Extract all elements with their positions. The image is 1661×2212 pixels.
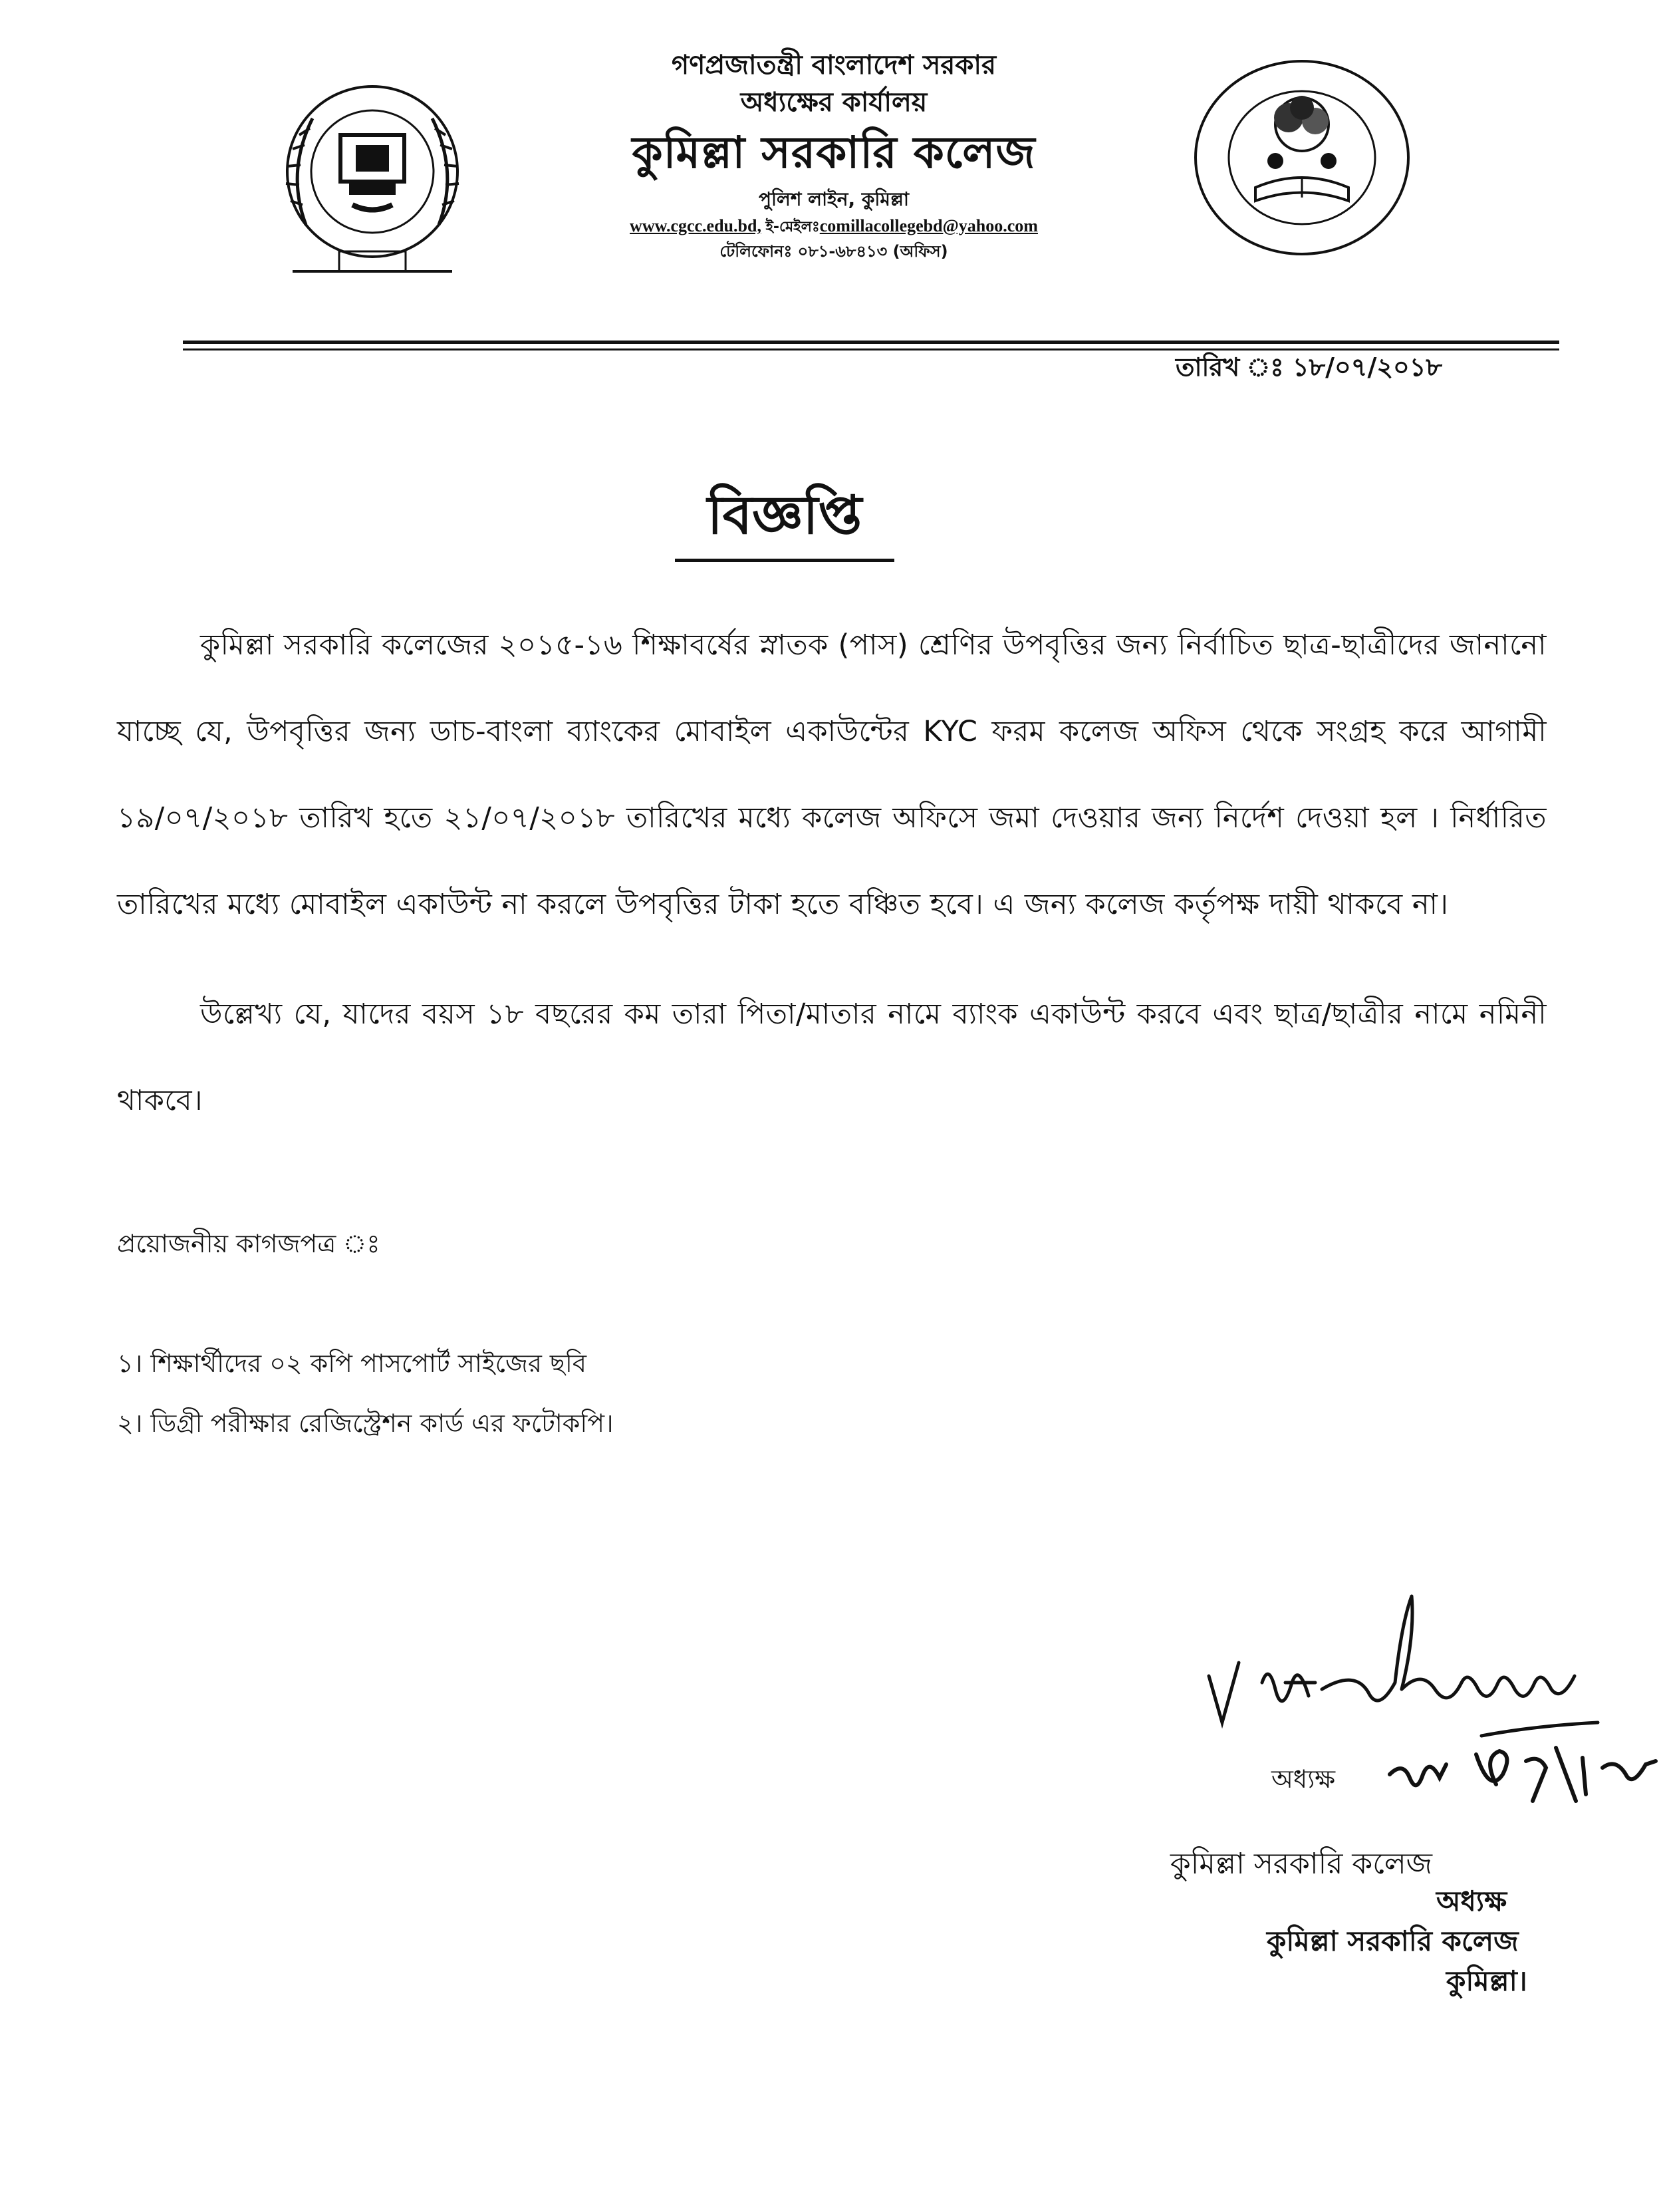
paragraph-2-text: উল্লেখ্য যে, যাদের বয়স ১৮ বছরের কম তারা পিতা/মাতার নামে ব্যাংক একাউন্ট করবে এবং ছাত্র/ছাত্রীর নামে নমিনী থাকবে। bbox=[117, 998, 1547, 1117]
contact-line bbox=[479, 214, 1189, 239]
notice-title: বিজ্ঞপ্তি bbox=[675, 479, 894, 562]
notice-paragraph-2 bbox=[117, 971, 1547, 1144]
requirements-list bbox=[117, 1333, 614, 1453]
college-name: কুমিল্লা সরকারি কলেজ bbox=[632, 127, 1036, 178]
stamp-city: কুমিল্লা। bbox=[1446, 1965, 1527, 1997]
college-emblem-icon bbox=[266, 72, 479, 285]
stamp-designation: অধ্যক্ষ bbox=[1436, 1885, 1507, 1917]
government-name: গণপ্রজাতন্ত্রী বাংলাদেশ সরকার bbox=[672, 50, 996, 80]
handwritten-date-icon bbox=[1383, 1728, 1661, 1814]
education-emblem-seal bbox=[1189, 55, 1415, 261]
paragraph-1-text: কুমিল্লা সরকারি কলেজের ২০১৫-১৬ শিক্ষাবর্ষের স্নাতক (পাস) শ্রেণির উপবৃত্তির জন্য নির্বাচিত ছাত্র-ছাত্রীদের জানানো যাচ্ছে যে, উপবৃত্তির জন্য ডাচ-বাংলা ব্যাংকের মোবাইল একাউন্টের KYC ফরম কলেজ অফিস থেকে সংগ্রহ করে আগামী ১৯/০৭/২০১৮ তারিখ হতে ২১/০৭/২০১৮ তারিখের মধ্যে কলেজ অফিসে জমা দেওয়ার জন্য নির্দেশ দেওয়া হল । নির্ধারিত তারিখের মধ্যে মোবাইল একাউন্ট না করলে উপবৃত্তির টাকা হতে বঞ্চিত হবে। এ জন্য কলেজ কর্তৃপক্ষ দায়ী থাকবে না। bbox=[117, 628, 1547, 921]
letterhead bbox=[479, 47, 1189, 263]
handwritten-date bbox=[1383, 1728, 1661, 1814]
requirements-title: প্রয়োজনীয় কাগজপত্র ঃ bbox=[117, 1229, 380, 1258]
principal-designation: অধ্যক্ষ bbox=[1271, 1764, 1336, 1794]
stamp-college: কুমিল্লা সরকারি কলেজ bbox=[1267, 1925, 1519, 1957]
date-value: ১৮/০৭/২০১৮ bbox=[1292, 352, 1443, 382]
education-emblem-icon bbox=[1189, 55, 1415, 261]
email-link[interactable]: comillacollegebd@yahoo.com bbox=[819, 216, 1038, 235]
website-link[interactable]: www.cgcc.edu.bd, bbox=[630, 216, 761, 235]
email-label: ই-মেইলঃ bbox=[765, 219, 820, 235]
signatory-college: কুমিল্লা সরকারি কলেজ bbox=[1170, 1847, 1433, 1881]
notice-date bbox=[1176, 347, 1442, 387]
header-divider bbox=[183, 341, 1559, 344]
phone-number: টেলিফোনঃ ০৮১-৬৮৪১৩ (অফিস) bbox=[719, 242, 948, 261]
date-label: তারিখ ঃ bbox=[1176, 352, 1284, 382]
college-emblem-seal bbox=[266, 72, 479, 285]
list-item: ২। ডিগ্রী পরীক্ষার রেজিস্ট্রেশন কার্ড এর ফটোকপি। bbox=[117, 1409, 614, 1438]
college-address: পুলিশ লাইন, কুমিল্লা bbox=[758, 188, 910, 210]
notice-paragraph-1 bbox=[117, 602, 1547, 948]
list-item: ১। শিক্ষার্থীদের ০২ কপি পাসপোর্ট সাইজের ছবি bbox=[117, 1349, 586, 1378]
office-name: অধ্যক্ষের কার্যালয় bbox=[740, 87, 928, 118]
official-stamp bbox=[1267, 1882, 1661, 2015]
